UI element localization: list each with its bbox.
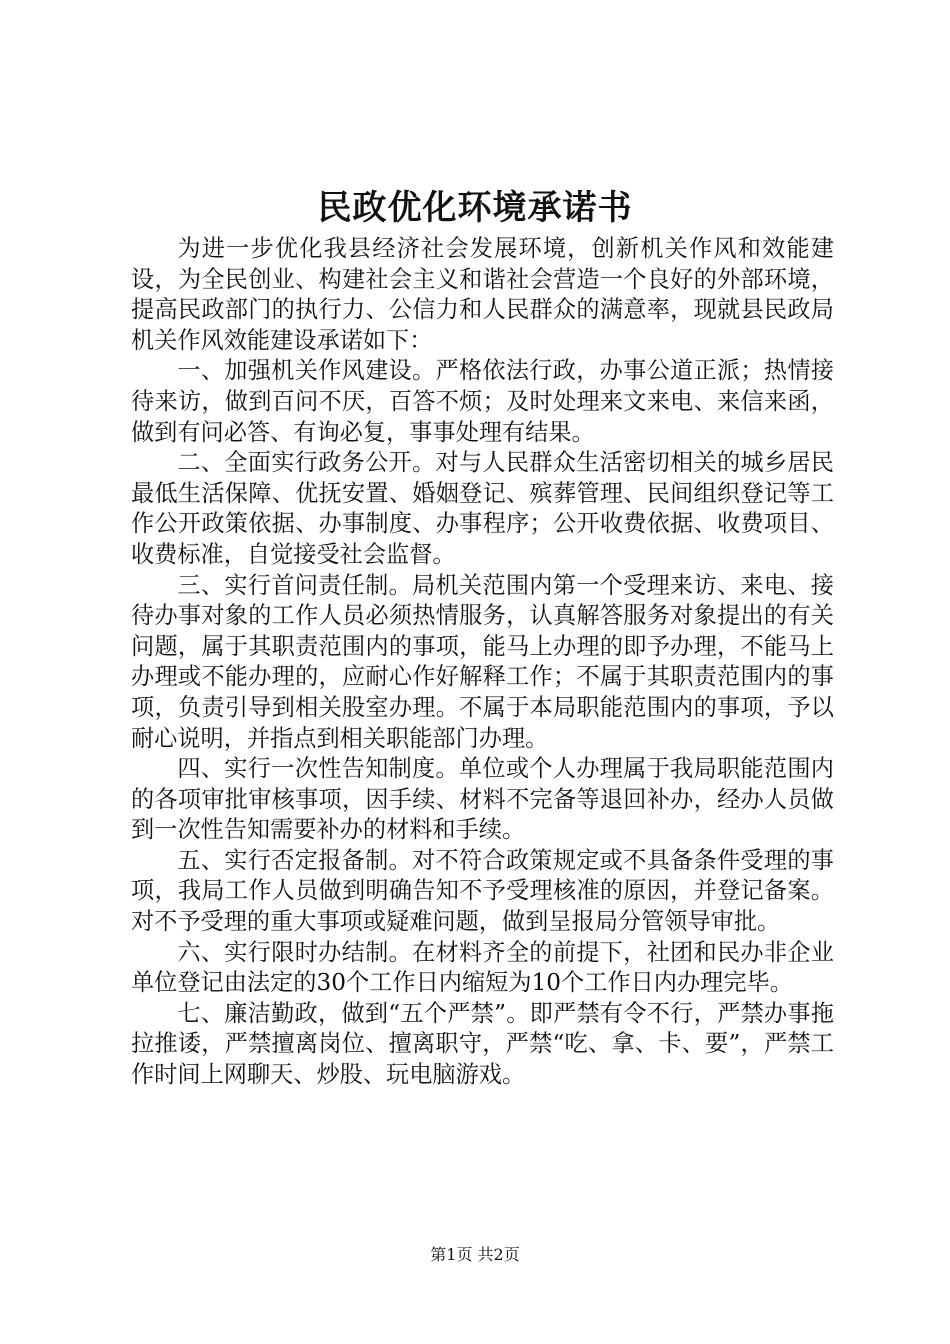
commitment-paragraph-7: 七、廉洁勤政，做到“五个严禁”。即严禁有令不行，严禁办事拖拉推诿，严禁擅离岗位、擅离职守，严禁“吃、拿、卡、要”，严禁工作时间上网聊天、炒股、玩电脑游戏。 [131, 999, 834, 1089]
document-title: 民政优化环境承诺书 [317, 188, 633, 228]
commitment-paragraph-3: 三、实行首问责任制。局机关范围内第一个受理来访、来电、接待办事对象的工作人员必须热情服务，认真解答服务对象提出的有关问题，属于其职责范围内的事项，能马上办理的即予办理，不能马上办理或不能办理的，应耐心作好解释工作；不属于其职责范围内的事项，负责引导到相关股室办理。不属于本局职能范围内的事项，予以耐心说明，并指点到相关职能部门办理。 [131, 571, 834, 752]
document-body [131, 234, 834, 1091]
commitment-paragraph-5: 五、实行否定报备制。对不符合政策规定或不具备条件受理的事项，我局工作人员做到明确告知不予受理核准的原因，并登记备案。对不予受理的重大事项或疑难问题，做到呈报局分管领导审批。 [131, 846, 834, 936]
commitment-paragraph-6: 六、实行限时办结制。在材料齐全的前提下，社团和民办非企业单位登记由法定的30个工作日内缩短为10个工作日内办理完毕。 [131, 938, 834, 997]
intro-paragraph: 为进一步优化我县经济社会发展环境，创新机关作风和效能建设，为全民创业、构建社会主义和谐社会营造一个良好的外部环境，提高民政部门的执行力、公信力和人民群众的满意率，现就县民政局机关作风效能建设承诺如下： [131, 235, 834, 354]
commitment-paragraph-2: 二、全面实行政务公开。对与人民群众生活密切相关的城乡居民最低生活保障、优抚安置、婚姻登记、殡葬管理、民间组织登记等工作公开政策依据、办事制度、办事程序；公开收费依据、收费项目、收费标准，自觉接受社会监督。 [131, 449, 834, 568]
commitment-paragraph-4: 四、实行一次性告知制度。单位或个人办理属于我局职能范围内的各项审批审核事项，因手续、材料不完备等退回补办，经办人员做到一次性告知需要补办的材料和手续。 [131, 755, 834, 844]
commitment-paragraph-1: 一、加强机关作风建设。严格依法行政，办事公道正派；热情接待来访，做到百问不厌，百答不烦；及时处理来文来电、来信来函，做到有问必答、有询必复，事事处理有结果。 [131, 357, 834, 446]
page-number-footer: 第1页 共2页 [430, 1245, 520, 1264]
